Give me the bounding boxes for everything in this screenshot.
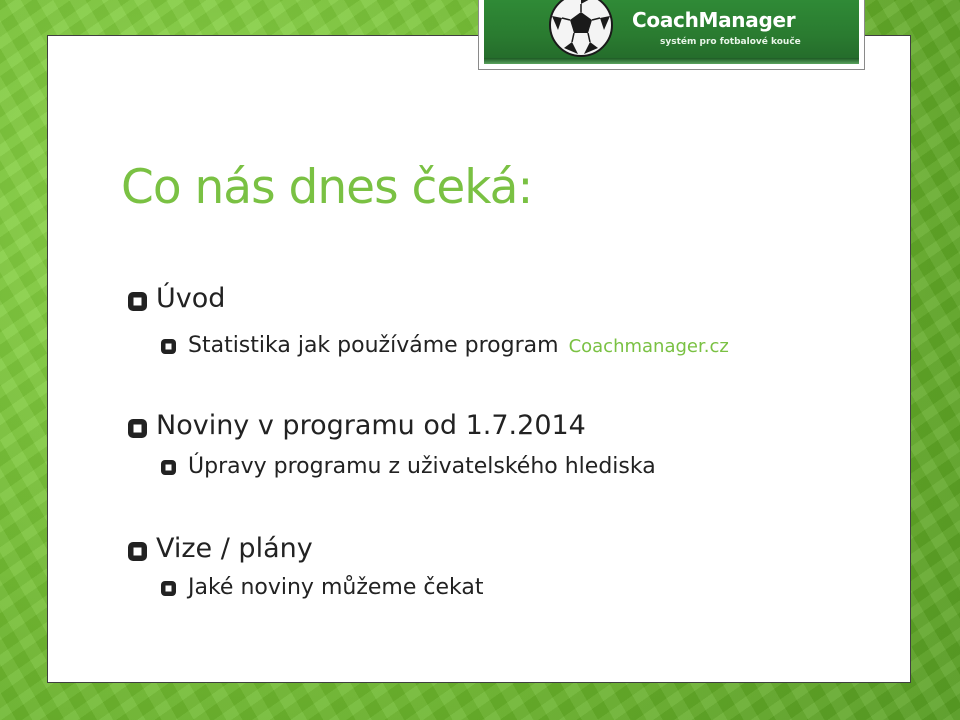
bullet-text: Noviny v programu od 1.7.2014 (156, 410, 586, 441)
sub-bullet-text: Úpravy programu z uživatelského hlediska (188, 454, 656, 479)
logo-title: CoachManager (632, 8, 796, 32)
bullet-icon (128, 292, 147, 311)
coachmanager-link[interactable]: Coachmanager.cz (568, 336, 729, 357)
bullet-icon (128, 419, 147, 438)
bullet-noviny (128, 410, 586, 441)
sub-bullet-upravy (161, 454, 656, 479)
bullet-icon (161, 339, 176, 354)
sub-bullet-jake-noviny (161, 575, 483, 600)
bullet-icon (161, 460, 176, 475)
bullet-vize (128, 533, 313, 564)
sub-bullet-text: Statistika jak používáme program (188, 333, 559, 358)
sub-bullet-statistika (161, 333, 729, 358)
bullet-text: Úvod (156, 283, 226, 314)
bullet-icon (128, 542, 147, 561)
bullet-uvod (128, 283, 225, 314)
coachmanager-logo (478, 0, 865, 70)
bullet-icon (161, 581, 176, 596)
soccer-ball-icon (548, 0, 614, 58)
sub-bullet-text: Jaké noviny můžeme čekat (188, 575, 484, 600)
bullet-text: Vize / plány (156, 533, 313, 564)
logo-subtitle: systém pro fotbalové kouče (660, 37, 801, 47)
slide-title: Co nás dnes čeká: (121, 160, 533, 215)
logo-banner (484, 0, 859, 64)
